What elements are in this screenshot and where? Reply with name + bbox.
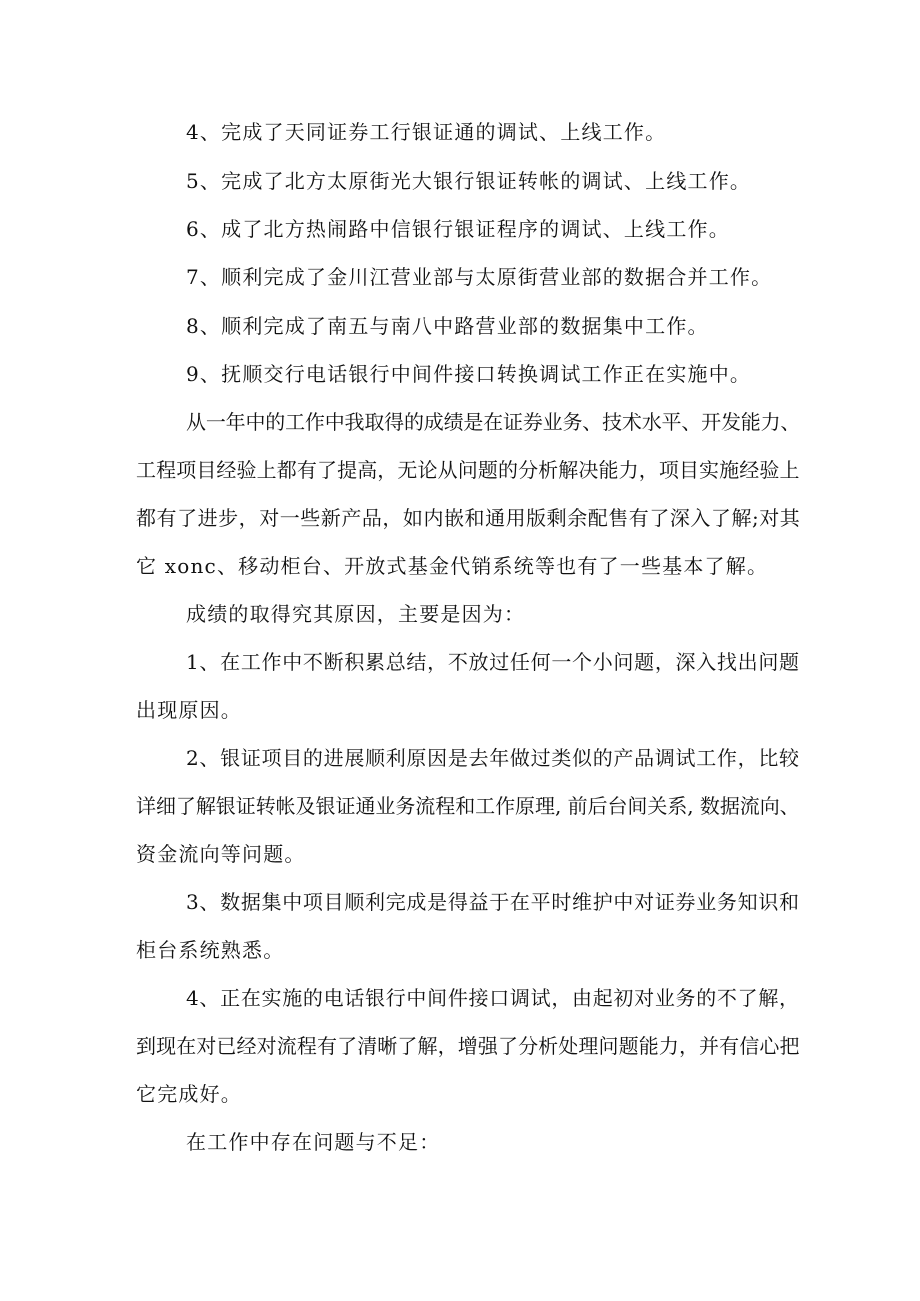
list-item-6: 6、成了北方热闹路中信银行银证程序的调试、上线工作。 xyxy=(186,217,730,241)
reason-3-line-1: 3、数据集中项目顺利完成是得益于在平时维护中对证券业务知识和 xyxy=(186,890,800,914)
reason-2-line-1: 2、银证项目的进展顺利原因是去年做过类似的产品调试工作，比较 xyxy=(186,746,800,770)
list-item-8: 8、顺利完成了南五与南八中路营业部的数据集中工作。 xyxy=(186,314,709,338)
list-item-4: 4、完成了天同证券工行银证通的调试、上线工作。 xyxy=(186,120,667,144)
reason-3-line-2: 柜台系统熟悉。 xyxy=(136,938,285,962)
reason-2-line-2: 详细了解银证转帐及银证通业务流程和工作原理, 前后台间关系, 数据流向、 xyxy=(136,794,800,818)
list-item-7: 7、顺利完成了金川江营业部与太原街营业部的数据合并工作。 xyxy=(186,265,773,289)
reason-4-line-1: 4、正在实施的电话银行中间件接口调试，由起初对业务的不了解， xyxy=(186,986,800,1010)
list-item-5: 5、完成了北方太原街光大银行银证转帐的调试、上线工作。 xyxy=(186,169,752,193)
list-item-9: 9、抚顺交行电话银行中间件接口转换调试工作正在实施中。 xyxy=(186,362,752,386)
reason-1-line-1: 1、在工作中不断积累总结，不放过任何一个小问题，深入找出问题 xyxy=(186,650,800,674)
reason-2-line-3: 资金流向等问题。 xyxy=(136,842,306,866)
summary-line-1: 从一年中的工作中我取得的成绩是在证券业务、技术水平、开发能力、 xyxy=(186,410,801,434)
reason-1-line-2: 出现原因。 xyxy=(136,698,242,722)
problems-heading: 在工作中存在问题与不足： xyxy=(186,1130,441,1154)
reasons-heading: 成绩的取得究其原因，主要是因为： xyxy=(186,602,526,626)
reason-4-line-3: 它完成好。 xyxy=(136,1082,242,1106)
summary-line-3: 都有了进步，对一些新产品，如内嵌和通用版剩余配售有了深入了解;对其 xyxy=(136,506,801,530)
reason-4-line-2: 到现在对已经对流程有了清晰了解，增强了分析处理问题能力，并有信心把 xyxy=(136,1034,800,1058)
summary-line-4: 它 xonc、移动柜台、开放式基金代销系统等也有了一些基本了解。 xyxy=(136,554,769,578)
summary-line-2: 工程项目经验上都有了提高，无论从问题的分析解决能力，项目实施经验上 xyxy=(136,458,800,482)
